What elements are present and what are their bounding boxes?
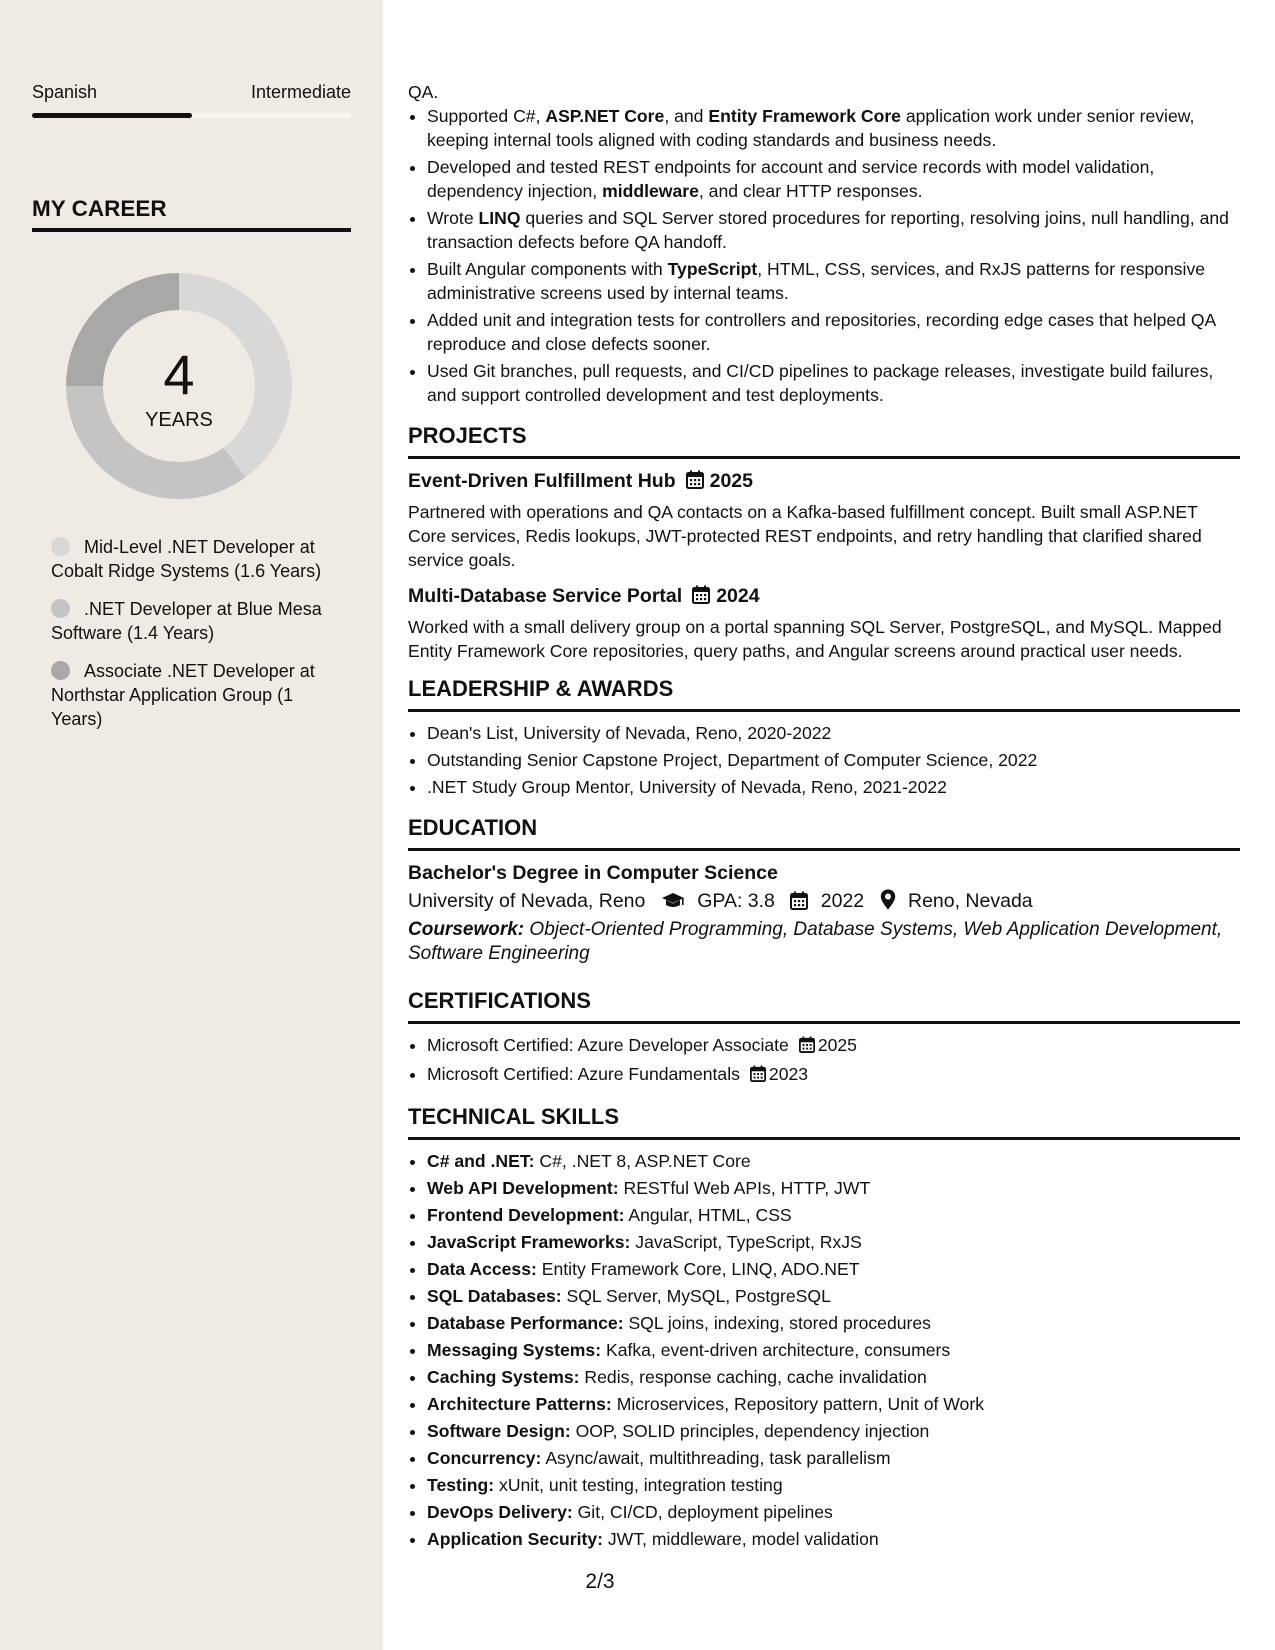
skill-item (427, 1446, 1240, 1470)
skill-label: Testing: (427, 1475, 495, 1495)
main-content (408, 80, 1240, 1554)
language-row (32, 82, 351, 103)
emphasized-text: middleware (602, 181, 699, 201)
calendar-icon (750, 1064, 766, 1088)
skill-label: Messaging Systems: (427, 1340, 602, 1360)
project-year: 2025 (709, 470, 753, 492)
career-legend-item (51, 535, 341, 583)
skill-item (427, 1311, 1240, 1335)
legend-dot (51, 661, 70, 680)
career-total-years: 4 (163, 343, 195, 406)
skills-list (408, 1149, 1240, 1551)
career-legend (51, 535, 341, 745)
certification-name: Microsoft Certified: Azure Developer Associate (427, 1035, 789, 1055)
skill-value: Angular, HTML, CSS (628, 1205, 792, 1225)
skill-label: Application Security: (427, 1529, 603, 1549)
certification-name: Microsoft Certified: Azure Fundamentals (427, 1064, 740, 1084)
career-legend-label: Mid-Level .NET Developer at Cobalt Ridge Systems (1.6 Years) (51, 537, 322, 581)
skill-value: Kafka, event-driven architecture, consumers (605, 1340, 951, 1360)
calendar-icon (686, 470, 704, 496)
skill-item (427, 1338, 1240, 1362)
project-description: Partnered with operations and QA contacts on a Kafka-based fulfillment concept. Built small ASP.NET Core services, Redis lookups, JWT-protected REST endpoints, and retry handling that clarified shared service goals. (408, 502, 1202, 570)
emphasized-text: Entity Framework Core (708, 106, 901, 126)
skill-value: OOP, SOLID principles, dependency injection (575, 1421, 930, 1441)
experience-bullets (408, 104, 1240, 407)
skill-label: Data Access: (427, 1259, 537, 1279)
award-item: • .NET Study Group Mentor, University of Nevada, Reno, 2021-2022 (427, 775, 1240, 799)
skill-label: Caching Systems: (427, 1367, 580, 1387)
calendar-icon (790, 891, 808, 910)
skill-item (427, 1230, 1240, 1254)
location-pin-icon (880, 889, 896, 910)
skill-item (427, 1203, 1240, 1227)
language-proficiency-bar (32, 113, 351, 118)
skills-heading: TECHNICAL SKILLS (408, 1102, 1240, 1140)
skill-value: Entity Framework Core, LINQ, ADO.NET (541, 1259, 860, 1279)
language-name: Spanish (32, 82, 98, 102)
certification-year: 2023 (768, 1064, 809, 1084)
project-title (408, 583, 1240, 611)
bullet-text: , and clear HTTP responses. (698, 181, 923, 201)
coursework-text: Object-Oriented Programming, Database Systems, Web Application Development, Software Engineering (408, 919, 1223, 964)
emphasized-text: LINQ (478, 208, 521, 228)
career-legend-label: Associate .NET Developer at Northstar Application Group (1 Years) (51, 661, 315, 729)
leadership-list (408, 721, 1240, 799)
skill-label: Frontend Development: (427, 1205, 625, 1225)
page-number: 2/3 (585, 1570, 615, 1593)
skill-value: xUnit, unit testing, integration testing (499, 1475, 783, 1495)
award-item: • Dean's List, University of Nevada, Reno, 2020-2022 (427, 721, 1240, 745)
skill-label: Software Design: (427, 1421, 571, 1441)
education-coursework (408, 918, 1240, 966)
bullet-text: , and (664, 106, 709, 126)
career-legend-item (51, 659, 341, 731)
legend-dot (51, 537, 70, 556)
skill-label: DevOps Delivery: (427, 1502, 573, 1522)
skill-value: SQL Server, MySQL, PostgreSQL (566, 1286, 831, 1306)
skill-value: JWT, middleware, model validation (607, 1529, 879, 1549)
skill-label: Web API Development: (427, 1178, 619, 1198)
skill-item (427, 1365, 1240, 1389)
emphasized-text: TypeScript (667, 259, 758, 279)
experience-bullet (427, 308, 1240, 356)
skill-value: Git, CI/CD, deployment pipelines (577, 1502, 833, 1522)
project-name: Event-Driven Fulfillment Hub (408, 470, 676, 492)
bullet-text: Built Angular components with (427, 259, 668, 279)
skill-item (427, 1176, 1240, 1200)
project-title (408, 468, 1240, 496)
experience-lead-text: QA. (408, 82, 439, 102)
bullet-text: Added unit and integration tests for controllers and repositories, recording edge cases that helped QA reproduce and close defects sooner. (427, 310, 1216, 354)
skill-value: C#, .NET 8, ASP.NET Core (539, 1151, 751, 1171)
skill-label: SQL Databases: (427, 1286, 562, 1306)
education-year: 2022 (820, 890, 865, 912)
education-gpa: GPA: 3.8 (697, 890, 775, 912)
skill-value: Redis, response caching, cache invalidation (584, 1367, 927, 1387)
emphasized-text: ASP.NET Core (545, 106, 665, 126)
project-year: 2024 (716, 585, 760, 607)
skill-item (427, 1149, 1240, 1173)
bullet-text: , HTML, CSS, services, and RxJS patterns for responsive administrative screens used by internal teams. (427, 259, 1206, 303)
skill-value: JavaScript, TypeScript, RxJS (635, 1232, 862, 1252)
language-level: Intermediate (250, 82, 351, 102)
certifications-list (408, 1033, 1240, 1088)
bullet-text: Supported C#, (427, 106, 546, 126)
skill-label: JavaScript Frameworks: (427, 1232, 631, 1252)
certifications-heading: CERTIFICATIONS (408, 986, 1240, 1024)
skill-item (427, 1527, 1240, 1551)
skill-item (427, 1257, 1240, 1281)
skill-label: C# and .NET: (427, 1151, 535, 1171)
skill-item (427, 1500, 1240, 1524)
experience-bullet (427, 206, 1240, 254)
projects-list (408, 468, 1240, 663)
certification-year: 2025 (817, 1035, 857, 1055)
skill-value: RESTful Web APIs, HTTP, JWT (623, 1178, 871, 1198)
experience-bullet (427, 257, 1240, 305)
bullet-text: queries and SQL Server stored procedures for reporting, resolving joins, null handling, and transaction defects before QA handoff. (427, 208, 1229, 252)
skill-label: Concurrency: (427, 1448, 542, 1468)
sidebar (0, 0, 383, 1650)
education-details (408, 886, 1240, 916)
award-item: • Outstanding Senior Capstone Project, Department of Computer Science, 2022 (427, 748, 1240, 772)
education-school: University of Nevada, Reno (408, 890, 646, 912)
bullet-text: Developed and tested REST endpoints for account and service records with model validation, dependency injection, (427, 157, 1155, 201)
leadership-heading: LEADERSHIP & AWARDS (408, 674, 1240, 712)
bullet-text: application work under senior review, keeping internal tools aligned with coding standards and business needs. (427, 106, 1195, 150)
career-legend-label: .NET Developer at Blue Mesa Software (1.4 Years) (51, 599, 322, 643)
skill-value: Microservices, Repository pattern, Unit of Work (616, 1394, 984, 1414)
coursework-label: Coursework: (408, 919, 525, 940)
skill-value: SQL joins, indexing, stored procedures (628, 1313, 931, 1333)
skill-label: Database Performance: (427, 1313, 624, 1333)
career-legend-item (51, 597, 341, 645)
education-degree: Bachelor's Degree in Computer Science (408, 862, 778, 884)
calendar-icon (692, 585, 710, 611)
legend-dot (51, 599, 70, 618)
education-location: Reno, Nevada (907, 890, 1033, 912)
experience-bullet (427, 104, 1240, 152)
skill-value: Async/await, multithreading, task parallelism (545, 1448, 891, 1468)
experience-bullet (427, 155, 1240, 203)
project-description: Worked with a small delivery group on a portal spanning SQL Server, PostgreSQL, and MySQL. Mapped Entity Framework Core repositories, query paths, and Angular screens around practical user needs. (408, 617, 1222, 661)
skill-item (427, 1473, 1240, 1497)
skill-item (427, 1419, 1240, 1443)
skill-label: Architecture Patterns: (427, 1394, 612, 1414)
education-heading: EDUCATION (408, 813, 1240, 851)
certification-item (427, 1062, 1240, 1088)
skill-item (427, 1392, 1240, 1416)
project-name: Multi-Database Service Portal (408, 585, 683, 607)
calendar-icon (799, 1035, 815, 1059)
certification-item (427, 1033, 1240, 1059)
experience-bullet (427, 359, 1240, 407)
bullet-text: Wrote (427, 208, 479, 228)
bullet-text: Used Git branches, pull requests, and CI/CD pipelines to package releases, investigate build failures, and support controlled development and test deployments. (427, 361, 1214, 405)
career-heading: MY CAREER (32, 196, 351, 232)
career-total-unit: YEARS (145, 409, 213, 431)
graduation-cap-icon (661, 892, 685, 910)
projects-heading: PROJECTS (408, 421, 1240, 459)
skill-item (427, 1284, 1240, 1308)
language-proficiency-fill (32, 113, 192, 118)
